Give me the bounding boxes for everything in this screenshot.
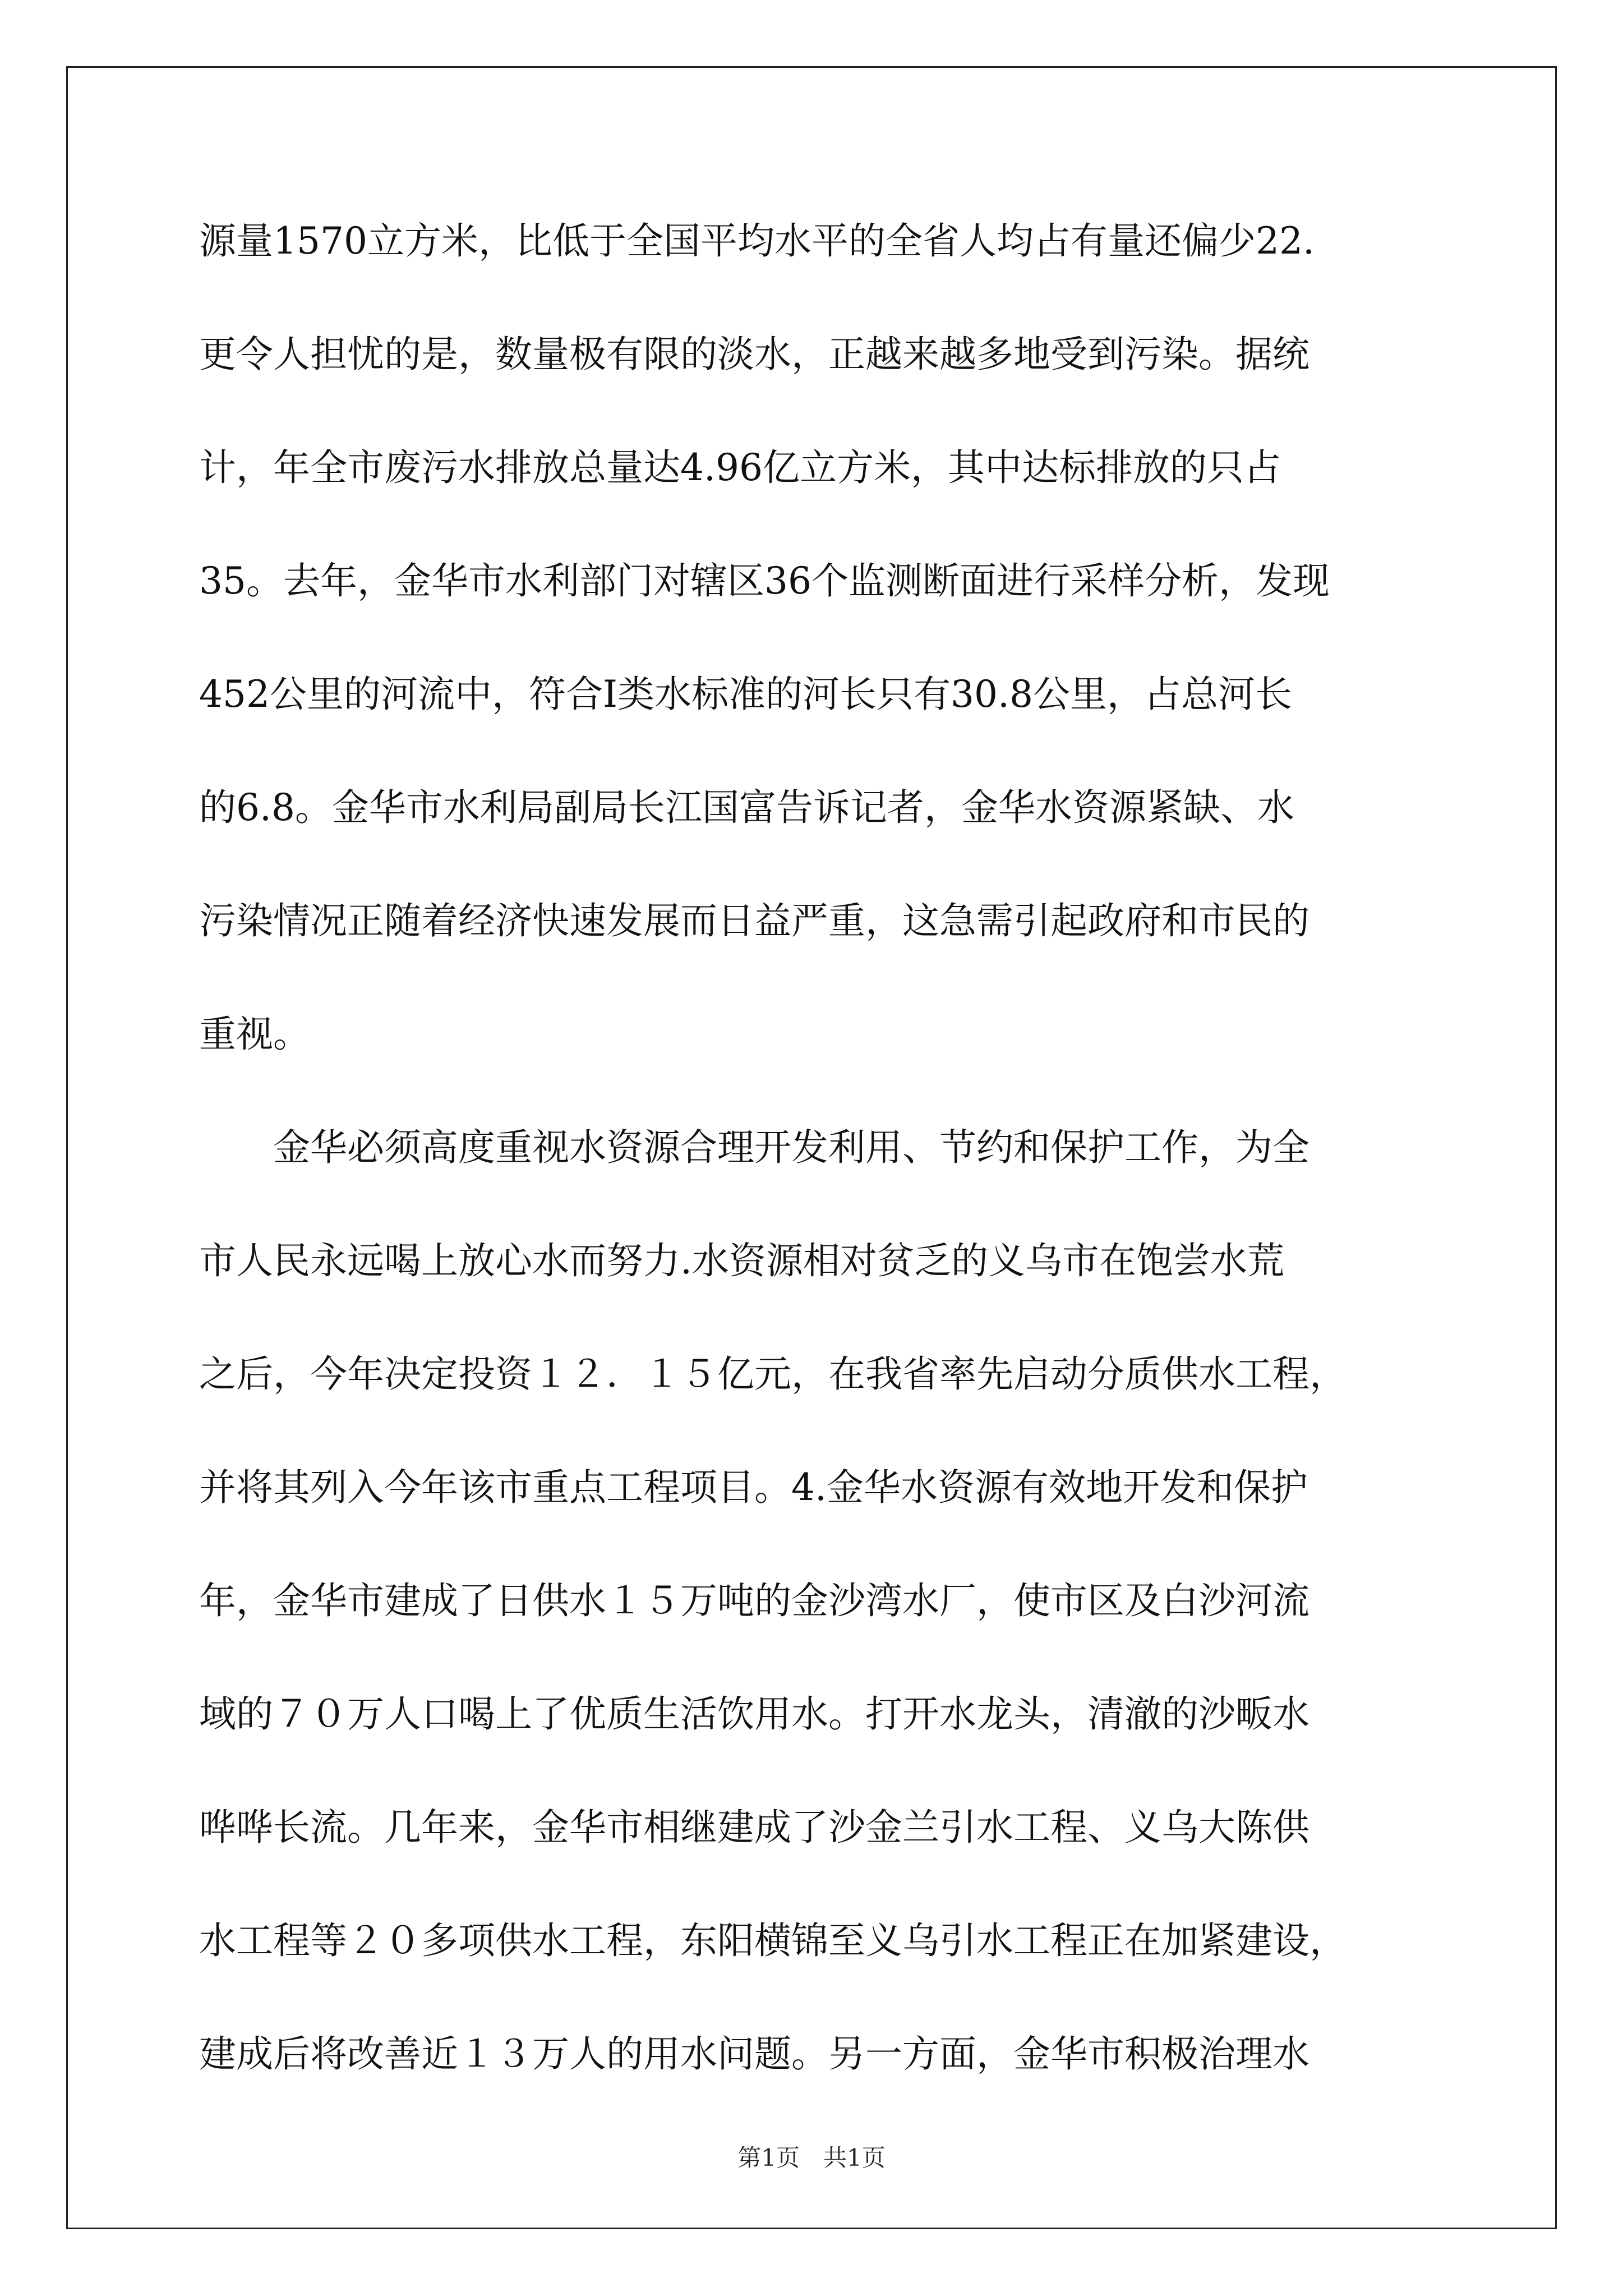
text-line-14: 域的７０万人口喝上了优质生活饮用水。打开水龙头，清澈的沙畈水: [199, 1692, 1310, 1736]
text-line-7: 污染情况正随着经济快速发展而日益严重，这急需引起政府和市民的: [199, 899, 1310, 942]
text-line-2: 更令人担忧的是，数量极有限的淡水，正越来越多地受到污染。据统: [199, 333, 1310, 376]
text-line-17: 建成后将改善近１３万人的用水问题。另一方面，金华市积极治理水: [199, 2032, 1310, 2076]
text-line-16: 水工程等２０多项供水工程，东阳横锦至义乌引水工程正在加紧建设，: [199, 1919, 1347, 1962]
text-line-6: 的6.8。金华市水利局副局长江国富告诉记者，金华水资源紧缺、水: [199, 786, 1294, 829]
text-line-1: 源量1570立方米，比低于全国平均水平的全省人均占有量还偏少22.: [199, 219, 1315, 263]
text-line-9: 金华必须高度重视水资源合理开发利用、节约和保护工作，为全: [199, 1126, 1310, 1169]
text-line-11: 之后，今年决定投资１２．１５亿元，在我省率先启动分质供水工程，: [199, 1352, 1347, 1396]
page-number-footer: 第1页 共1页: [737, 2144, 886, 2171]
text-line-4: 35。去年，金华市水利部门对辖区36个监测断面进行采样分析，发现: [199, 559, 1330, 602]
text-line-12: 并将其列入今年该市重点工程项目。4.金华水资源有效地开发和保护: [199, 1466, 1308, 1509]
text-line-10: 市人民永远喝上放心水而努力.水资源相对贫乏的义乌市在饱尝水荒: [199, 1239, 1284, 1282]
text-line-5: 452公里的河流中，符合Ⅰ类水标准的河长只有30.8公里，占总河长: [199, 673, 1292, 716]
text-line-8: 重视。: [199, 1013, 310, 1056]
text-line-15: 哗哗长流。几年来，金华市相继建成了沙金兰引水工程、义乌大陈供: [199, 1806, 1310, 1849]
text-line-3: 计，年全市废污水排放总量达4.96亿立方米，其中达标排放的只占: [199, 446, 1281, 489]
text-line-13: 年，金华市建成了日供水１５万吨的金沙湾水厂，使市区及白沙河流: [199, 1579, 1310, 1622]
